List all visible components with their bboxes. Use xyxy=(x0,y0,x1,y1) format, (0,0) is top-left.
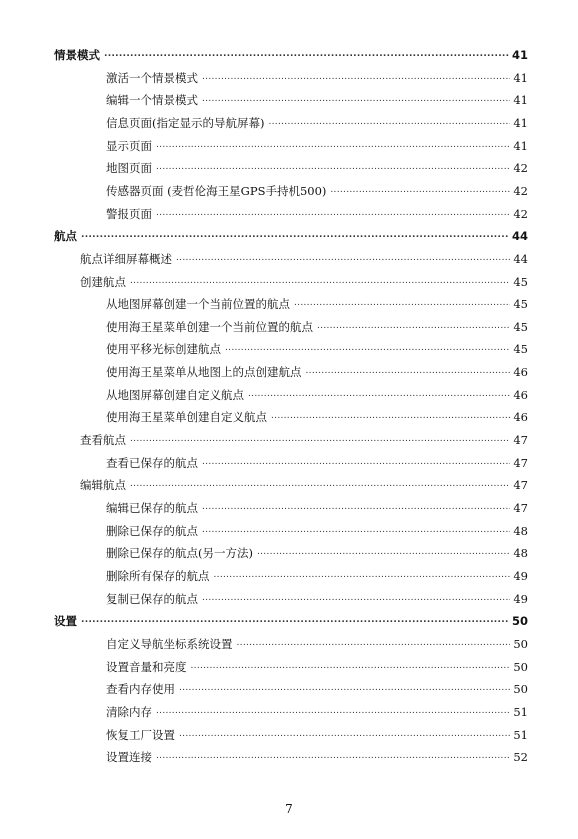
toc-section-entry[interactable] xyxy=(106,592,528,606)
toc-entry-label: 删除已保存的航点(另一方法) xyxy=(106,546,253,560)
toc-entry-label: 警报页面 xyxy=(106,207,152,221)
toc-leader-dots xyxy=(156,751,510,761)
page-number: 7 xyxy=(285,802,293,816)
toc-leader-dots xyxy=(156,162,510,172)
toc-entry-label: 使用平移光标创建航点 xyxy=(106,342,221,356)
toc-section-entry[interactable] xyxy=(106,342,528,356)
toc-leader-dots xyxy=(268,117,510,127)
toc-leader-dots xyxy=(202,72,510,82)
toc-leader-dots xyxy=(202,502,510,512)
toc-section-entry[interactable] xyxy=(106,456,528,470)
toc-section-entry[interactable] xyxy=(106,705,528,719)
toc-entry-label: 清除内存 xyxy=(106,705,152,719)
toc-entry-label: 恢复工厂设置 xyxy=(106,728,175,742)
toc-section-entry[interactable] xyxy=(106,660,528,674)
toc-entry-page: 50 xyxy=(513,637,528,651)
toc-section-entry[interactable] xyxy=(106,546,528,560)
toc-section-entry[interactable] xyxy=(106,524,528,538)
toc-section-entry[interactable] xyxy=(106,297,528,311)
toc-leader-dots xyxy=(156,706,510,716)
toc-entry-page: 41 xyxy=(513,93,528,107)
toc-entry-label: 地图页面 xyxy=(106,161,152,175)
toc-entry-page: 47 xyxy=(513,433,528,447)
toc-entry-page: 44 xyxy=(513,252,528,266)
toc-entry-label: 查看内存使用 xyxy=(106,682,175,696)
toc-section-entry[interactable] xyxy=(106,501,528,515)
toc-entry-label: 设置 xyxy=(54,614,77,628)
toc-entry-page: 47 xyxy=(513,478,528,492)
toc-entry-label: 编辑航点 xyxy=(80,478,126,492)
toc-entry-page: 50 xyxy=(513,682,528,696)
toc-entry-label: 从地图屏幕创建自定义航点 xyxy=(106,388,244,402)
toc-entry-page: 52 xyxy=(513,750,528,764)
toc-section-entry[interactable] xyxy=(80,252,528,266)
toc-leader-dots xyxy=(202,457,510,467)
toc-entry-label: 从地图屏幕创建一个当前位置的航点 xyxy=(106,297,290,311)
toc-leader-dots xyxy=(257,547,510,557)
toc-section-entry[interactable] xyxy=(106,388,528,402)
toc-entry-label: 情景模式 xyxy=(54,48,100,62)
toc-entry-label: 自定义导航坐标系统设置 xyxy=(106,637,233,651)
toc-entry-page: 42 xyxy=(513,207,528,221)
toc-leader-dots xyxy=(130,276,510,286)
toc-section-entry[interactable] xyxy=(106,637,528,651)
toc-leader-dots xyxy=(306,366,511,376)
toc-entry-page: 50 xyxy=(513,660,528,674)
toc-entry-label: 删除所有保存的航点 xyxy=(106,569,210,583)
toc-entry-page: 49 xyxy=(513,592,528,606)
toc-leader-dots xyxy=(202,94,510,104)
toc-entry-label: 查看已保存的航点 xyxy=(106,456,198,470)
toc-entry-label: 信息页面(指定显示的导航屏幕) xyxy=(106,116,265,130)
toc-entry-label: 使用海王星菜单创建自定义航点 xyxy=(106,410,267,424)
toc-entry-page: 42 xyxy=(513,161,528,175)
toc-entry-page: 51 xyxy=(513,728,528,742)
toc-entry-page: 46 xyxy=(513,410,528,424)
toc-entry-label: 激活一个情景模式 xyxy=(106,71,198,85)
toc-entry-page: 45 xyxy=(513,297,528,311)
toc-leader-dots xyxy=(330,185,510,195)
toc-section-entry[interactable] xyxy=(106,71,528,85)
toc-entry-label: 编辑一个情景模式 xyxy=(106,93,198,107)
toc-entry-page: 45 xyxy=(513,320,528,334)
toc-entry-page: 44 xyxy=(511,229,528,243)
toc-section-entry[interactable] xyxy=(106,207,528,221)
toc-leader-dots xyxy=(130,434,510,444)
toc-section-entry[interactable] xyxy=(106,569,528,583)
toc-section-entry[interactable] xyxy=(106,365,528,379)
toc-entry-page: 50 xyxy=(511,614,528,628)
toc-entry-page: 46 xyxy=(513,388,528,402)
toc-section-entry[interactable] xyxy=(80,433,528,447)
toc-section-entry[interactable] xyxy=(106,682,528,696)
toc-section-entry[interactable] xyxy=(106,161,528,175)
toc-entry-page: 42 xyxy=(513,184,528,198)
toc-entry-page: 41 xyxy=(513,71,528,85)
toc-leader-dots xyxy=(202,593,510,603)
toc-leader-dots xyxy=(81,615,509,625)
toc-entry-label: 传感器页面 (麦哲伦海王星GPS手持机500) xyxy=(106,184,327,198)
toc-entry-label: 航点 xyxy=(54,229,77,243)
toc-leader-dots xyxy=(214,570,511,580)
toc-entry-page: 45 xyxy=(513,342,528,356)
toc-leader-dots xyxy=(317,321,510,331)
toc-leader-dots xyxy=(225,343,510,353)
toc-leader-dots xyxy=(179,683,510,693)
toc-entry-page: 41 xyxy=(513,116,528,130)
toc-entry-label: 显示页面 xyxy=(106,139,152,153)
toc-entry-label: 查看航点 xyxy=(80,433,126,447)
toc-entry-page: 49 xyxy=(513,569,528,583)
toc-leader-dots xyxy=(104,49,509,59)
toc-entry-page: 46 xyxy=(513,365,528,379)
toc-leader-dots xyxy=(156,208,510,218)
toc-leader-dots xyxy=(130,479,510,489)
toc-section-entry[interactable] xyxy=(106,728,528,742)
toc-entry-page: 41 xyxy=(513,139,528,153)
toc-leader-dots xyxy=(202,525,510,535)
toc-leader-dots xyxy=(294,298,510,308)
toc-leader-dots xyxy=(271,411,510,421)
toc-section-entry[interactable] xyxy=(106,184,528,198)
toc-leader-dots xyxy=(81,230,509,240)
toc-section-entry[interactable] xyxy=(106,320,528,334)
toc-section-entry[interactable] xyxy=(80,478,528,492)
toc-entry-page: 51 xyxy=(513,705,528,719)
toc-entry-label: 编辑已保存的航点 xyxy=(106,501,198,515)
toc-leader-dots xyxy=(156,140,510,150)
toc-entry-page: 47 xyxy=(513,501,528,515)
toc-leader-dots xyxy=(237,638,511,648)
toc-leader-dots xyxy=(176,253,510,263)
toc-leader-dots xyxy=(179,729,510,739)
toc-section-entry[interactable] xyxy=(106,750,528,764)
toc-entry-label: 使用海王星菜单创建一个当前位置的航点 xyxy=(106,320,313,334)
toc-entry-label: 设置音量和亮度 xyxy=(106,660,187,674)
toc-leader-dots xyxy=(191,661,511,671)
toc-section-entry[interactable] xyxy=(80,275,528,289)
toc-entry-label: 删除已保存的航点 xyxy=(106,524,198,538)
toc-entry-label: 航点详细屏幕概述 xyxy=(80,252,172,266)
toc-entry-page: 45 xyxy=(513,275,528,289)
toc-entry-label: 复制已保存的航点 xyxy=(106,592,198,606)
toc-entry-label: 创建航点 xyxy=(80,275,126,289)
toc-entry-label: 设置连接 xyxy=(106,750,152,764)
toc-entry-page: 41 xyxy=(511,48,528,62)
toc-entry-page: 48 xyxy=(513,524,528,538)
toc-chapter-entry[interactable] xyxy=(54,229,528,243)
toc-section-entry[interactable] xyxy=(106,93,528,107)
toc-chapter-entry[interactable] xyxy=(54,48,528,62)
toc-entry-page: 47 xyxy=(513,456,528,470)
toc-entry-label: 使用海王星菜单从地图上的点创建航点 xyxy=(106,365,302,379)
toc-section-entry[interactable] xyxy=(106,410,528,424)
toc-section-entry[interactable] xyxy=(106,116,528,130)
toc-entry-page: 48 xyxy=(513,546,528,560)
toc-section-entry[interactable] xyxy=(106,139,528,153)
toc-chapter-entry[interactable] xyxy=(54,614,528,628)
toc-leader-dots xyxy=(248,389,510,399)
